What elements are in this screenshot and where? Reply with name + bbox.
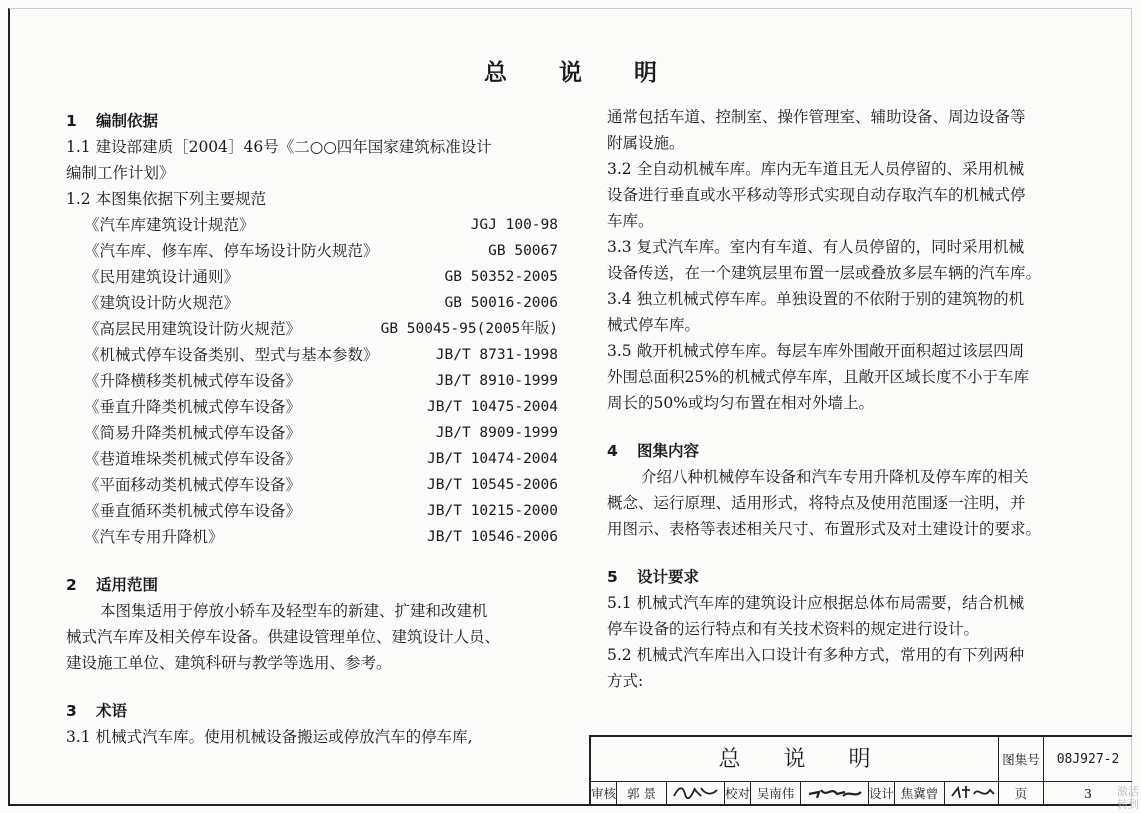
reference-code: GB 50045-95(2005年版) — [380, 321, 558, 337]
text-line: 3.4 独立机械式停车库。单独设置的不依附于别的建筑物的机 — [607, 290, 1025, 308]
check-name: 吴南伟 — [751, 782, 801, 806]
reference-code: JGJ 100-98 — [470, 217, 558, 233]
text-line: 3.5 敞开机械式停车库。每层车库外围敞开面积超过该层四周 — [607, 342, 1025, 360]
text-line: 停车设备的运行特点和有关技术资料的规定进行设计。 — [607, 620, 980, 638]
signature-row — [591, 782, 999, 806]
text-line: 外围总面积25%的机械式停车库，且敞开区域长度不小于车库 — [607, 368, 1029, 386]
reference-code: JB/T 10546-2006 — [427, 529, 558, 545]
clause-3-1: 3.1 机械式汽车库。使用机械设备搬运或停放汽车的停车库, — [66, 728, 473, 746]
title-block-title: 总 说 明 — [591, 737, 999, 782]
content-line-2: 概念、运行原理、适用形式，将特点及使用范围逐一注明，并 — [607, 494, 1026, 512]
check-label: 校对 — [725, 782, 751, 806]
reference-item — [66, 368, 566, 394]
design-signature — [945, 782, 999, 806]
section-heading-4: 4 图集内容 — [607, 442, 700, 460]
text-line: 3.2 全自动机械车库。库内无车道且无人员停留的、采用机械 — [607, 160, 1025, 178]
text-line: 设备进行垂直或水平移动等形式实现自动存取汽车的机械式停 — [607, 186, 1026, 204]
text-line: 附属设施。 — [607, 134, 685, 152]
reference-title: 《机械式停车设备类别、型式与基本参数》 — [84, 346, 379, 364]
scope-line-3: 建设施工单位、建筑科研与教学等选用、参考。 — [66, 654, 392, 672]
reference-code: GB 50352-2005 — [444, 269, 558, 285]
section-heading-5: 5 设计要求 — [607, 568, 700, 586]
clause-1-1-line-1: 1.1 建设部建质［2004］46号《二○○四年国家建筑标准设计 — [66, 138, 492, 156]
reference-item — [66, 472, 566, 498]
section-heading-2: 2 适用范围 — [66, 576, 159, 594]
check-signature — [801, 782, 869, 806]
reference-title: 《汽车库建筑设计规范》 — [84, 216, 255, 234]
text-line: 车库。 — [607, 212, 654, 230]
terms-continued — [607, 104, 1112, 416]
reference-item — [66, 212, 566, 238]
reference-item — [66, 238, 566, 264]
reference-item — [66, 264, 566, 290]
reference-item — [66, 446, 566, 472]
left-column — [66, 108, 566, 750]
text-line: 3.3 复式汽车库。室内有车道、有人员停留的，同时采用机械 — [607, 238, 1025, 256]
scope-line-1: 本图集适用于停放小轿车及轻型车的新建、扩建和改建机 — [100, 602, 488, 620]
review-label: 审核 — [591, 782, 617, 806]
text-line: 通常包括车道、控制室、操作管理室、辅助设备、周边设备等 — [607, 108, 1026, 126]
page-number: 3 — [1044, 782, 1132, 806]
design-label: 设计 — [869, 782, 895, 806]
reference-code: JB/T 10545-2006 — [427, 477, 558, 493]
reference-item — [66, 290, 566, 316]
review-name: 郭 景 — [617, 782, 667, 806]
text-line: 周长的50%或均匀布置在相对外墙上。 — [607, 394, 874, 412]
reference-code: JB/T 8731-1998 — [435, 347, 558, 363]
text-line: 设备传送，在一个建筑层里布置一层或叠放多层车辆的汽车库。 — [607, 264, 1042, 282]
text-line: 方式: — [607, 672, 644, 690]
reference-code: JB/T 8910-1999 — [435, 373, 558, 389]
section-heading-1: 1 编制依据 — [66, 112, 159, 130]
reference-code: GB 50067 — [488, 243, 558, 259]
title-block — [589, 735, 1132, 806]
reference-title: 《垂直循环类机械式停车设备》 — [84, 502, 302, 520]
text-line: 5.1 机械式汽车库的建筑设计应根据总体布局需要，结合机械 — [607, 594, 1025, 612]
design-name: 焦冀曾 — [895, 782, 945, 806]
reference-code: GB 50016-2006 — [444, 295, 558, 311]
text-line: 械式停车库。 — [607, 316, 701, 334]
page-title: 总 说 明 — [483, 60, 679, 86]
reference-title: 《简易升降类机械式停车设备》 — [84, 424, 302, 442]
reference-title: 《垂直升降类机械式停车设备》 — [84, 398, 302, 416]
reference-code: JB/T 10215-2000 — [427, 503, 558, 519]
content-line-3: 用图示、表格等表述相关尺寸、布置形式及对土建设计的要求。 — [607, 520, 1042, 538]
design-requirements — [607, 590, 1112, 694]
right-column — [607, 104, 1112, 694]
content-line-1: 介绍八种机械停车设备和汽车专用升降机及停车库的相关 — [641, 468, 1029, 486]
reference-title: 《汽车专用升降机》 — [84, 528, 224, 546]
reference-code: JB/T 10474-2004 — [427, 451, 558, 467]
reference-item — [66, 316, 566, 342]
reference-item — [66, 420, 566, 446]
reference-code: JB/T 10475-2004 — [427, 399, 558, 415]
atlas-number: 08J927-2 — [1044, 737, 1132, 782]
reference-list — [66, 212, 566, 550]
reference-title: 《建筑设计防火规范》 — [84, 294, 240, 312]
reference-code: JB/T 8909-1999 — [435, 425, 558, 441]
reference-item — [66, 394, 566, 420]
clause-1-1-line-2: 编制工作计划》 — [66, 164, 175, 182]
reference-title: 《汽车库、修车库、停车场设计防火规范》 — [84, 242, 379, 260]
reference-item — [66, 524, 566, 550]
reference-title: 《平面移动类机械式停车设备》 — [84, 476, 302, 494]
reference-title: 《高层民用建筑设计防火规范》 — [84, 320, 302, 338]
reference-item — [66, 498, 566, 524]
reference-title: 《民用建筑设计通则》 — [84, 268, 240, 286]
reference-title: 《升降横移类机械式停车设备》 — [84, 372, 302, 390]
clause-1-2: 1.2 本图集依据下列主要规范 — [66, 190, 267, 208]
reference-item — [66, 342, 566, 368]
text-line: 5.2 机械式汽车库出入口设计有多种方式，常用的有下列两种 — [607, 646, 1025, 664]
review-signature — [667, 782, 725, 806]
scope-line-2: 械式汽车库及相关停车设备。供建设管理单位、建筑设计人员、 — [66, 628, 501, 646]
section-heading-3: 3 术语 — [66, 702, 128, 720]
atlas-number-label: 图集号 — [999, 737, 1044, 782]
page-label: 页 — [999, 782, 1044, 806]
activation-watermark: 激活 转到 — [1117, 785, 1139, 811]
reference-title: 《巷道堆垛类机械式停车设备》 — [84, 450, 302, 468]
